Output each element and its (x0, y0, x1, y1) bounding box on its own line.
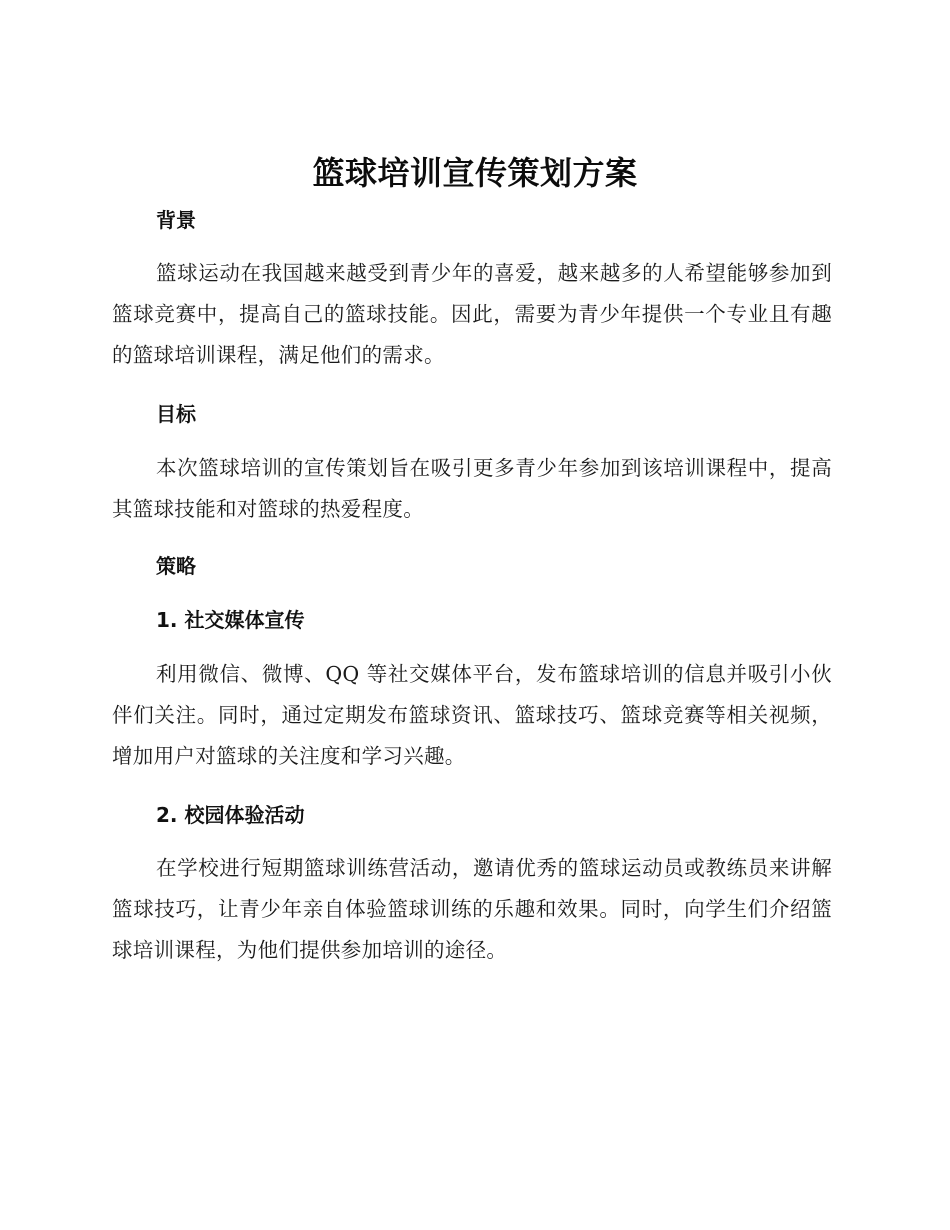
section-paragraph-social-media: 利用微信、微博、QQ 等社交媒体平台，发布篮球培训的信息并吸引小伙伴们关注。同时，通过定期发布篮球资讯、篮球技巧、篮球竞赛等相关视频，增加用户对篮球的关注度和学习兴趣。 (112, 662, 832, 768)
section-paragraph-background: 篮球运动在我国越来越受到青少年的喜爱，越来越多的人希望能够参加到篮球竞赛中，提高自己的篮球技能。因此，需要为青少年提供一个专业且有趣的篮球培训课程，满足他们的需求。 (112, 261, 832, 367)
section-paragraph-goal: 本次篮球培训的宣传策划旨在吸引更多青少年参加到该培训课程中，提高其篮球技能和对篮球的热爱程度。 (112, 456, 832, 521)
section-heading-background: 背景 (156, 208, 196, 232)
section-heading-goal: 目标 (156, 402, 196, 426)
section-heading-strategy: 策略 (156, 554, 196, 578)
document-title: 篮球培训宣传策划方案 (312, 154, 638, 192)
section-heading-campus-activity: 2. 校园体验活动 (156, 803, 305, 827)
section-heading-social-media: 1. 社交媒体宣传 (156, 608, 305, 632)
section-paragraph-campus-activity: 在学校进行短期篮球训练营活动，邀请优秀的篮球运动员或教练员来讲解篮球技巧，让青少年亲自体验篮球训练的乐趣和效果。同时，向学生们介绍篮球培训课程，为他们提供参加培训的途径。 (112, 856, 832, 962)
